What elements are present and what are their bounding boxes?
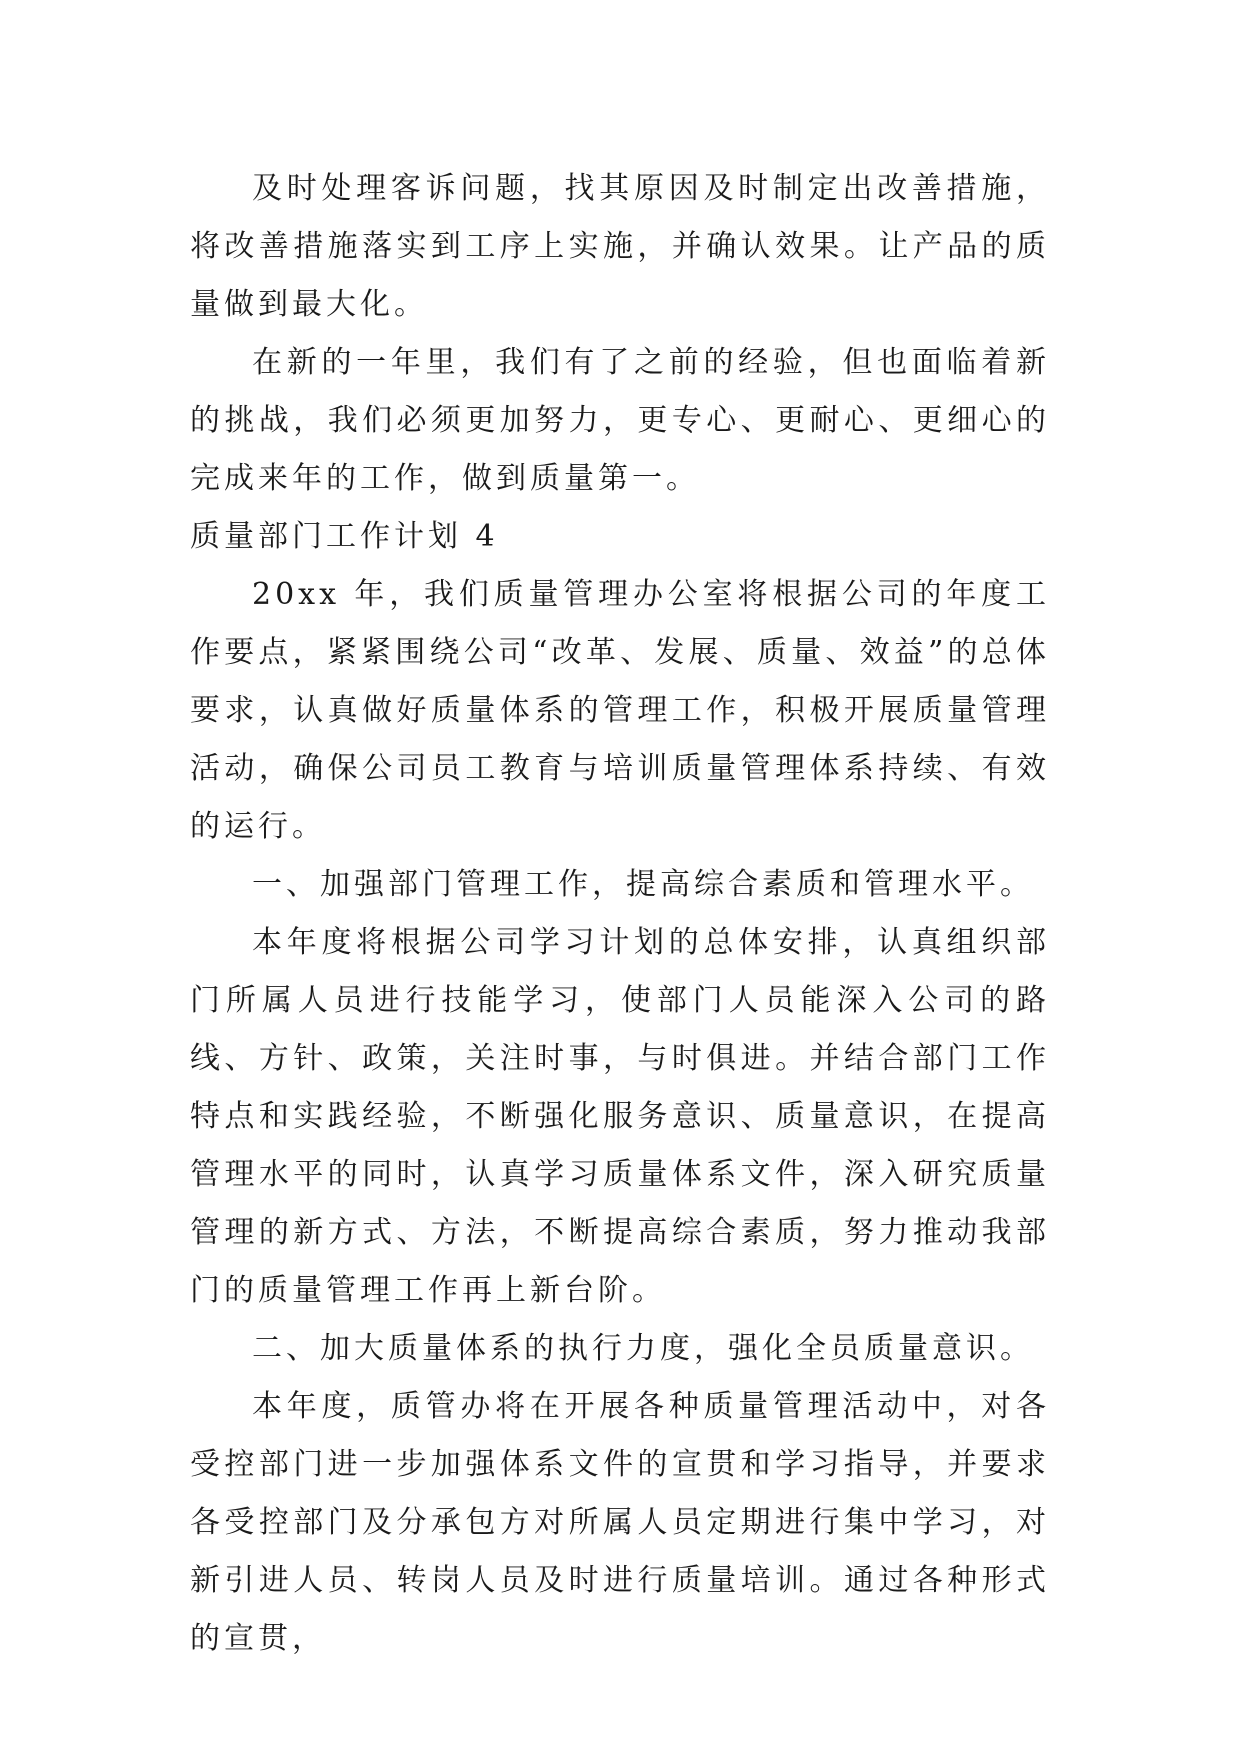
paragraph-new-year: 在新的一年里，我们有了之前的经验，但也面临着新的挑战，我们必须更加努力，更专心、更耐心、更细心的完成来年的工作，做到质量第一。 — [190, 345, 1050, 496]
paragraph-item-one-title: 一、加强部门管理工作，提高综合素质和管理水平。 — [252, 867, 1034, 902]
document-body — [190, 160, 1050, 1668]
paragraph-annual-goal: 20xx 年，我们质量管理办公室将根据公司的年度工作要点，紧紧围绕公司“改革、发展、质量、效益”的总体要求，认真做好质量体系的管理工作，积极开展质量管理活动，确保公司员工教育与培训质量管理体系持续、有效的运行。 — [190, 577, 1050, 844]
section-heading: 质量部门工作计划 4 — [190, 519, 499, 554]
paragraph-complaint-handling: 及时处理客诉问题，找其原因及时制定出改善措施，将改善措施落实到工序上实施，并确认效果。让产品的质量做到最大化。 — [190, 171, 1050, 322]
paragraph-item-two-body: 本年度，质管办将在开展各种质量管理活动中，对各受控部门进一步加强体系文件的宣贯和学习指导，并要求各受控部门及分承包方对所属人员定期进行集中学习，对新引进人员、转岗人员及时进行质量培训。通过各种形式的宣贯， — [190, 1389, 1050, 1656]
paragraph-item-one-body: 本年度将根据公司学习计划的总体安排，认真组织部门所属人员进行技能学习，使部门人员能深入公司的路线、方针、政策，关注时事，与时俱进。并结合部门工作特点和实践经验，不断强化服务意识、质量意识，在提高管理水平的同时，认真学习质量体系文件，深入研究质量管理的新方式、方法，不断提高综合素质，努力推动我部门的质量管理工作再上新台阶。 — [190, 925, 1050, 1308]
paragraph-item-two-title: 二、加大质量体系的执行力度，强化全员质量意识。 — [252, 1331, 1034, 1366]
